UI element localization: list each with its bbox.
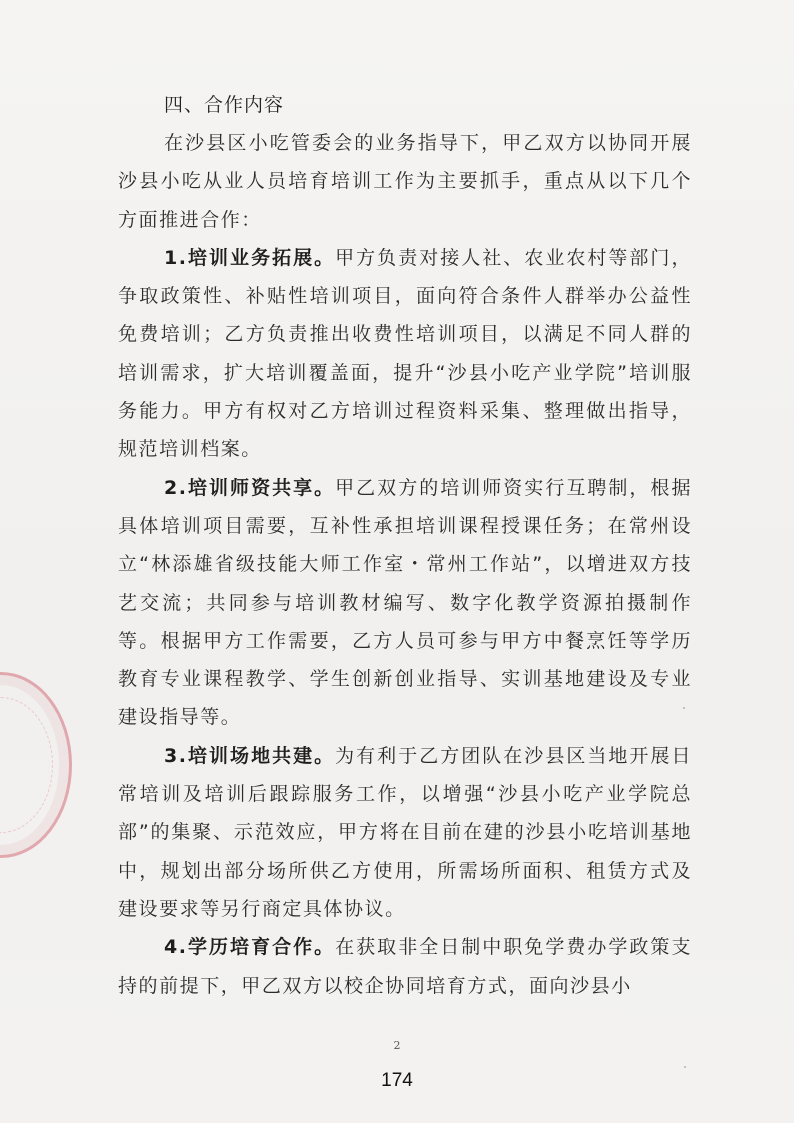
item-1-paragraph <box>118 239 692 469</box>
item-3-paragraph <box>118 737 692 928</box>
item-4-paragraph <box>118 928 692 1005</box>
scan-speck <box>684 1066 686 1068</box>
page-number: 2 <box>393 1039 401 1052</box>
item-2-title: 2.培训师资共享。 <box>164 476 336 499</box>
item-4-title: 4.学历培育合作。 <box>164 936 336 959</box>
section-heading: 四、合作内容 <box>164 94 285 116</box>
footer-number: 174 <box>381 1070 413 1091</box>
seal-inner-ring <box>0 697 53 833</box>
document-body <box>118 86 692 1005</box>
item-2-paragraph <box>118 469 692 737</box>
item-3-body: 为有利于乙方团队在沙县区当地开展日常培训及培训后跟踪服务工作，以增强“沙县小吃产业学院总部”的集聚、示范效应，甲方将在目前在建的沙县小吃培训基地中，规划出部分场所供乙方使用，所需场所面积、租赁方式及建设要求等另行商定具体协议。 <box>118 744 692 920</box>
item-1-title: 1.培训业务拓展。 <box>164 246 336 269</box>
intro-paragraph: 在沙县区小吃管委会的业务指导下，甲乙双方以协同开展沙县小吃从业人员培育培训工作为主要抓手，重点从以下几个方面推进合作： <box>118 132 692 231</box>
scan-speck <box>683 707 685 709</box>
red-seal-stamp <box>0 672 72 858</box>
item-4-body: 在获取非全日制中职免学费办学政策支持的前提下，甲乙双方以校企协同培育方式，面向沙县小 <box>118 936 692 997</box>
item-1-body: 甲方负责对接人社、农业农村等部门，争取政策性、补贴性培训项目，面向符合条件人群举办公益性免费培训；乙方负责推出收费性培训项目，以满足不同人群的培训需求，扩大培训覆盖面，提升“沙县小吃产业学院”培训服务能力。甲方有权对乙方培训过程资料采集、整理做出指导，规范培训档案。 <box>118 246 692 461</box>
item-2-body: 甲乙双方的培训师资实行互聘制，根据具体培训项目需要，互补性承担培训课程授课任务；在常州设立“林添雄省级技能大师工作室・常州工作站”，以增进双方技艺交流；共同参与培训教材编写、数字化教学资源拍摄制作等。根据甲方工作需要，乙方人员可参与甲方中餐烹饪等学历教育专业课程教学、学生创新创业指导、实训基地建设及专业建设指导等。 <box>118 476 692 729</box>
item-3-title: 3.培训场地共建。 <box>164 744 336 767</box>
